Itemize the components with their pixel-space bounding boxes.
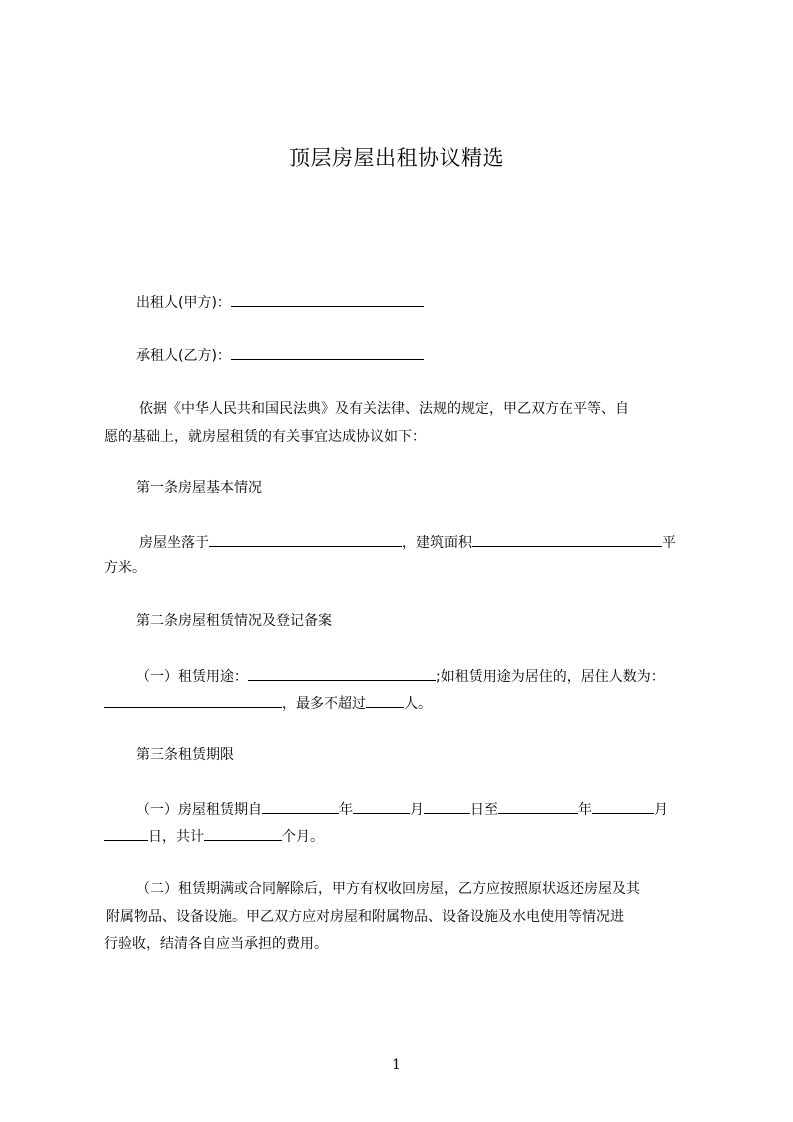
start-day-blank[interactable]: [424, 801, 470, 814]
area-unit-1: 平: [662, 535, 676, 551]
intro-line-2: 愿的基础上，就房屋租赁的有关事宜达成协议如下：: [104, 429, 426, 445]
start-year-blank[interactable]: [262, 801, 339, 814]
usage-label: （一）租赁用途：: [136, 669, 248, 685]
months-unit: 个月。: [282, 829, 324, 845]
lessor-line: [136, 294, 732, 310]
max-label: ，最多不超过: [282, 696, 366, 712]
end-month-unit: 月: [654, 802, 668, 818]
article2-line-1: [136, 668, 732, 684]
article1-line-1: [139, 534, 735, 550]
lessee-label: 承租人(乙方)：: [136, 348, 231, 364]
article2-line-2: [104, 695, 700, 711]
total-months-blank[interactable]: [204, 828, 282, 841]
article3-clause2-line-2: 附属物品、设备设施。甲乙双方应对房屋和附属物品、设备设施及水电使用等情况进: [106, 909, 624, 925]
start-month-blank[interactable]: [353, 801, 410, 814]
area-label: ，建筑面积: [402, 535, 472, 551]
location-blank[interactable]: [209, 534, 402, 547]
lessor-label: 出租人(甲方)：: [136, 295, 231, 311]
intro-line-1: 依据《中华人民共和国民法典》及有关法律、法规的规定，甲乙双方在平等、自: [139, 401, 629, 417]
start-month-unit: 月: [410, 802, 424, 818]
document-title: 顶层房屋出租协议精选: [289, 146, 504, 170]
residents-blank[interactable]: [104, 695, 282, 708]
usage-blank[interactable]: [248, 668, 436, 681]
page-number: 1: [392, 1057, 401, 1073]
article1-line-2: 方米。: [104, 560, 146, 576]
term-label: （一）房屋租赁期自: [136, 802, 262, 818]
article3-term-line-1: [136, 801, 732, 817]
total-label: 日，共计: [148, 829, 204, 845]
lessee-line: [136, 347, 732, 363]
article1-heading: 第一条房屋基本情况: [136, 480, 262, 496]
article3-heading: 第三条租赁期限: [136, 747, 234, 763]
persons-unit: 人。: [404, 696, 432, 712]
article3-clause2-line-3: 行验收，结清各自应当承担的费用。: [104, 936, 328, 952]
end-month-blank[interactable]: [592, 801, 654, 814]
article3-clause2-line-1: （二）租赁期满或合同解除后，甲方有权收回房屋，乙方应按照原状返还房屋及其: [136, 881, 640, 897]
end-year-blank[interactable]: [498, 801, 578, 814]
lessee-blank[interactable]: [231, 347, 424, 360]
article2-heading: 第二条房屋租赁情况及登记备案: [136, 613, 332, 629]
day-to-label: 日至: [470, 802, 498, 818]
location-label: 房屋坐落于: [139, 535, 209, 551]
end-year-unit: 年: [578, 802, 592, 818]
start-year-unit: 年: [339, 802, 353, 818]
article3-term-line-2: [104, 828, 700, 844]
end-day-blank[interactable]: [104, 828, 148, 841]
residents-label: ;如租赁用途为居住的，居住人数为：: [436, 669, 665, 685]
area-blank[interactable]: [472, 534, 662, 547]
lessor-blank[interactable]: [231, 294, 424, 307]
max-residents-blank[interactable]: [366, 695, 404, 708]
